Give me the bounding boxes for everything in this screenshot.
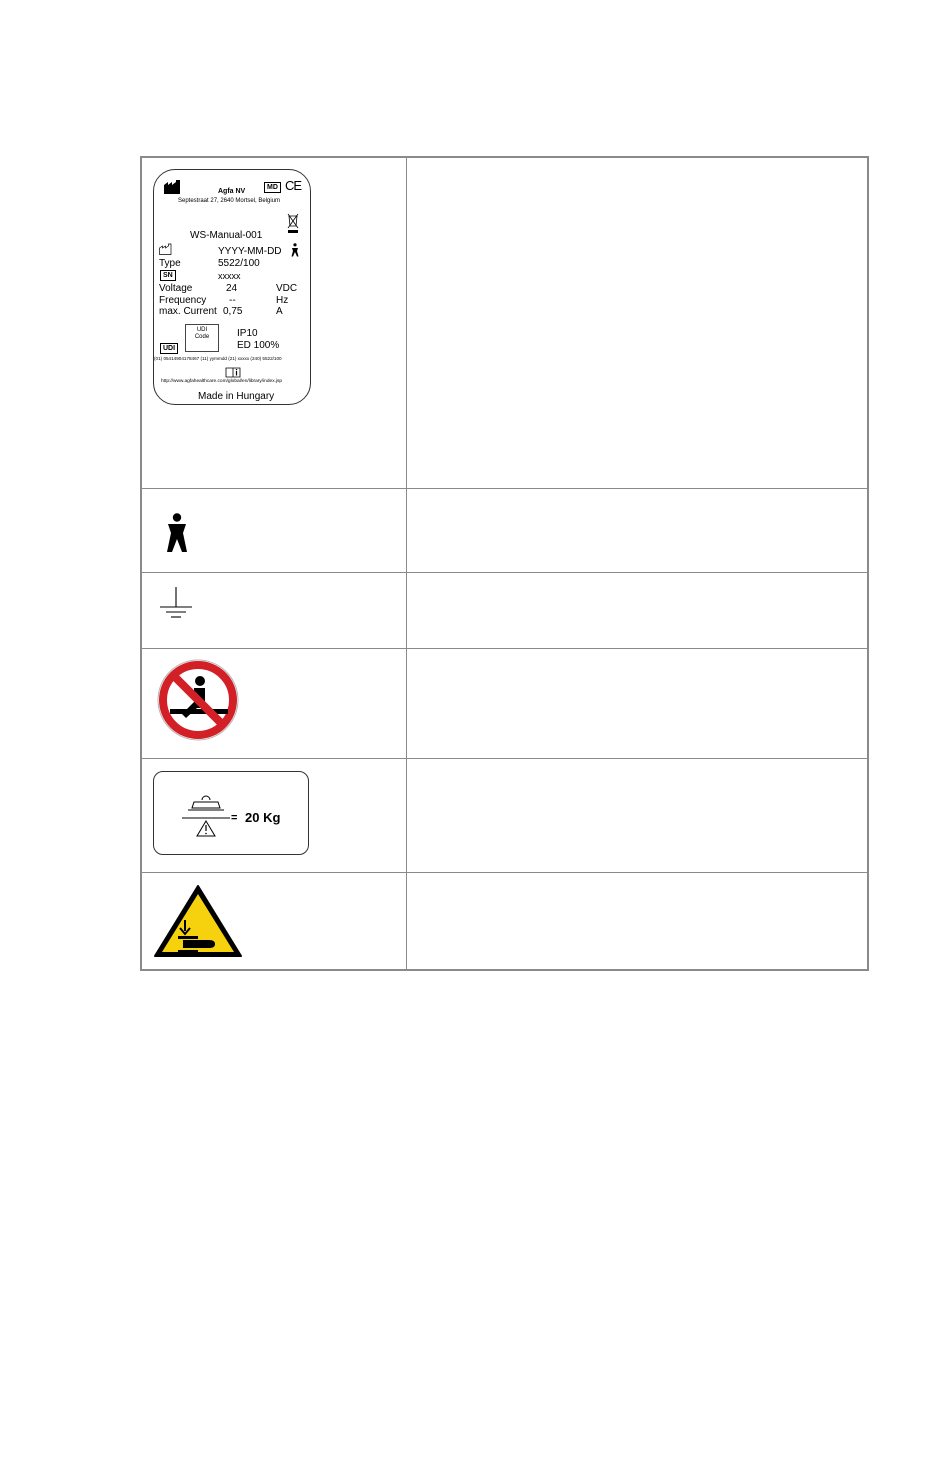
type-b-applied-part-icon: [163, 513, 191, 553]
model-name: WS-Manual-001: [190, 230, 263, 241]
ground-icon: [158, 587, 194, 621]
frequency-label: Frequency: [159, 295, 207, 306]
udi-code-line1: UDI: [196, 327, 208, 333]
manufacturer-name: Agfa NV: [218, 188, 246, 195]
current-value: 0,75: [223, 306, 243, 317]
udi-code-box: [185, 324, 219, 352]
type-label: Type: [159, 258, 181, 269]
origin: Made in Hungary: [198, 391, 275, 402]
table-row: [142, 648, 867, 758]
voltage-label: Voltage: [159, 283, 193, 294]
description-cell: [407, 873, 867, 969]
udi-string: (01) 05414904178467 (11) yymmdd (21) xxxxx (240) 5522/100: [154, 356, 282, 361]
sn-label: SN: [160, 270, 176, 281]
manufacturer-icon: [164, 180, 182, 194]
symbol-cell: [142, 489, 407, 572]
symbol-cell: [142, 759, 407, 872]
max-load-icon: [182, 794, 230, 840]
udi-code-line2: Code: [194, 334, 210, 340]
voltage-value: 24: [226, 283, 238, 294]
current-label: max. Current: [159, 306, 217, 317]
md-mark: MD: [264, 182, 281, 193]
frequency-value: --: [229, 295, 236, 306]
udi-label: UDI: [160, 343, 178, 354]
symbol-cell: [142, 649, 407, 758]
table-row: [142, 158, 867, 488]
duty-cycle: ED 100%: [237, 340, 280, 351]
manufacturer-address: Septestraat 27, 2640 Mortsel, Belgium: [178, 198, 281, 204]
ifu-icon: [225, 367, 241, 378]
symbol-cell: [142, 158, 407, 488]
frequency-unit: Hz: [276, 295, 289, 306]
symbol-table: [140, 156, 869, 971]
type-value: 5522/100: [218, 258, 260, 269]
manufacture-date: YYYY-MM-DD: [218, 246, 282, 257]
max-load-box: [153, 771, 309, 855]
voltage-unit: VDC: [276, 283, 298, 294]
description-cell: [407, 158, 867, 488]
description-cell: [407, 573, 867, 648]
table-row: [142, 572, 867, 648]
description-cell: [407, 759, 867, 872]
no-sitting-icon: [156, 658, 240, 742]
max-load-value: 20 Kg: [245, 810, 281, 825]
table-row: [142, 488, 867, 572]
description-cell: [407, 489, 867, 572]
website-url: http://www.agfahealthcare.com/global/en/library/index.jsp: [161, 379, 283, 384]
weee-bin-icon: [287, 212, 299, 234]
table-row: [142, 872, 867, 969]
label-plate: [153, 169, 311, 405]
crush-hazard-icon: [153, 884, 243, 958]
description-cell: [407, 649, 867, 758]
symbol-cell: [142, 573, 407, 648]
type-b-applied-part-icon: [290, 243, 300, 257]
date-of-manufacture-icon: [159, 243, 175, 255]
table-row: [142, 758, 867, 872]
symbol-cell: [142, 873, 407, 969]
current-unit: A: [276, 306, 283, 317]
sn-value: xxxxx: [218, 271, 241, 281]
ce-mark: CE: [285, 178, 302, 193]
equals-sign: =: [231, 812, 238, 824]
ip-rating: IP10: [237, 328, 258, 339]
